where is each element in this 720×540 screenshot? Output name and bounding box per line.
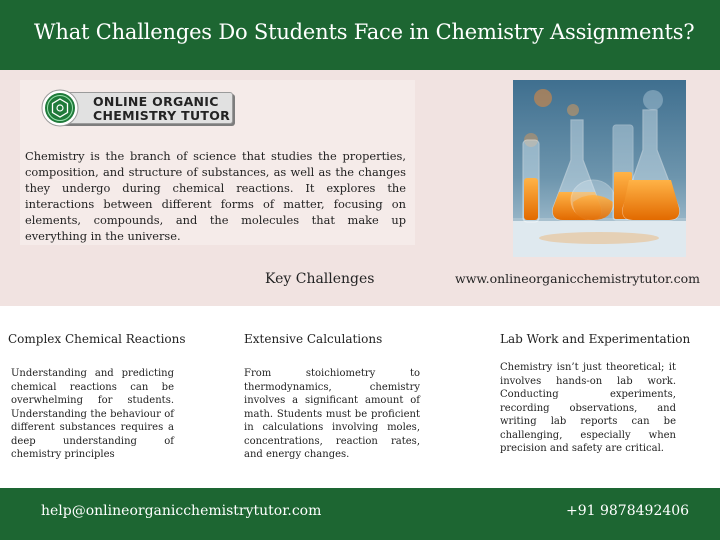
header-bar <box>0 0 720 70</box>
brand-logo[interactable] <box>41 89 233 127</box>
challenge-title-lab-work: Lab Work and Experimentation <box>500 332 691 346</box>
page-title: What Challenges Do Students Face in Chemistry Assignments? <box>34 20 695 44</box>
challenge-title-complex-reactions: Complex Chemical Reactions <box>8 332 186 346</box>
contact-email-link[interactable]: help@onlineorganicchemistrytutor.com <box>41 503 322 519</box>
challenge-title-calculations: Extensive Calculations <box>244 332 383 346</box>
challenge-body-calculations: From stoichiometry to thermodynamics, chemistry involves a significant amount of math. Students must be proficient in calculations involving moles, concentrations, reaction rates, and energy changes. <box>244 368 420 460</box>
challenge-body-lab-work: Chemistry isn’t just theoretical; it involves hands-on lab work. Conducting experiments, recording observations, and writing lab reports can be challenging, especially when precision and safety are critical. <box>500 362 676 454</box>
logo-text-line1: ONLINE ORGANIC <box>93 94 219 109</box>
lab-glassware-photo <box>513 80 686 257</box>
contact-phone-link[interactable]: +91 9878492406 <box>566 503 690 519</box>
intro-paragraph: Chemistry is the branch of science that studies the properties, composition, and structure of substances, as well as the changes they undergo during chemical reactions. It explores the interactions between different forms of matter, focusing on elements, compounds, and the molecules that make up everything in the universe. <box>25 149 406 243</box>
footer-bar <box>0 488 720 540</box>
challenge-body-complex-reactions: Understanding and predicting chemical reactions can be overwhelming for students. Understanding the behaviour of different substances requires a deep understanding of chemistry principles <box>11 368 174 460</box>
chemistry-emblem-icon <box>41 89 79 127</box>
key-challenges-heading: Key Challenges <box>265 271 375 287</box>
logo-text-line2: CHEMISTRY TUTOR <box>93 108 231 123</box>
website-link[interactable]: www.onlineorganicchemistrytutor.com <box>455 271 700 286</box>
